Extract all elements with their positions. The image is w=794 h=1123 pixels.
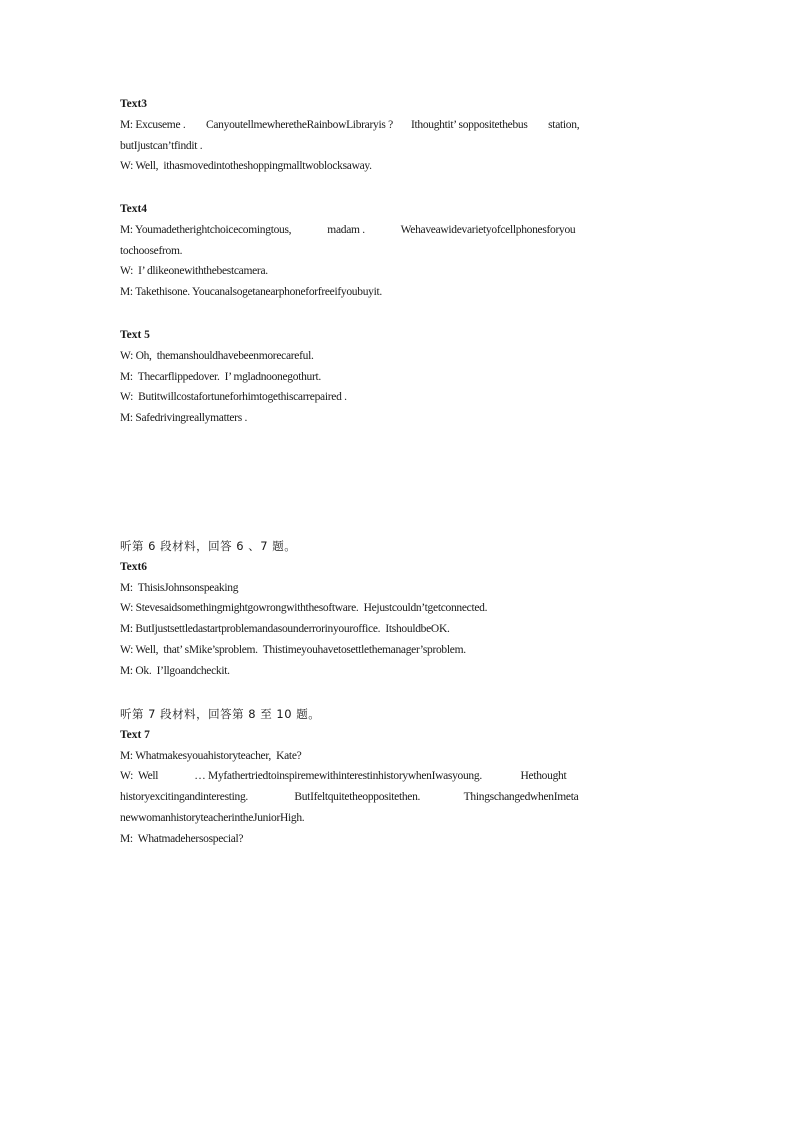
text5-title: Text 5 xyxy=(120,329,150,341)
text6-title: Text6 xyxy=(120,560,148,573)
text5-line-4: M: Safedrivingreallymatters . xyxy=(120,412,248,425)
text3-title: Text3 xyxy=(120,98,148,110)
text7-line-2: W: Well … MyfathertriedtoinspiremewithinterestinhistorywhenIwasyoung. Hethought xyxy=(120,770,567,783)
text7-line-4: newwomanhistoryteacherintheJuniorHigh. xyxy=(120,811,305,824)
text5-section xyxy=(120,325,676,429)
text6-line-1: M: ThisisJohnsonspeaking xyxy=(120,581,239,594)
text4-line-4: M: Takethisone. Youcanalsogetanearphoneforfreeifyoubuyit. xyxy=(120,286,382,299)
text3-section xyxy=(120,94,676,177)
text6-line-2: W: Stevesaidsomethingmightgowrongwiththesoftware. Hejustcouldn’tgetconnected. xyxy=(120,602,488,615)
text7-line-3: historyexcitingandinteresting. ButIfeltquitetheoppositethen. ThingschangedwhenImeta xyxy=(120,791,579,804)
text6-line-4: W: Well, that’ sMike’sproblem. Thistimeyouhavetosettlethemanager’sproblem. xyxy=(120,643,466,656)
text6-line-5: M: Ok. I’llgoandcheckit. xyxy=(120,664,230,677)
text3-line-2: butIjustcan’tfindit . xyxy=(120,139,203,152)
text7-instruction: 听第 7 段材料，回答第 8 至 10 题。 xyxy=(120,707,321,721)
text4-line-2: tochoosefrom. xyxy=(120,244,183,257)
text6-section xyxy=(120,536,676,682)
text6-line-3: M: ButIjustsettledastartproblemandasounderrorinyouroffice. ItshouldbeOK. xyxy=(120,623,450,636)
text7-line-1: M: Whatmakesyouahistoryteacher, Kate? xyxy=(120,749,302,762)
text7-title: Text 7 xyxy=(120,728,150,741)
text4-line-3: W: I’ dlikeonewiththebestcamera. xyxy=(120,265,268,278)
text5-line-3: W: Butitwillcostafortuneforhimtogethiscarrepaired . xyxy=(120,391,347,404)
text5-line-1: W: Oh, themanshouldhavebeenmorecareful. xyxy=(120,349,314,362)
text5-line-2: M: Thecarflippedover. I’ mgladnoonegothurt. xyxy=(120,370,322,383)
text3-line-1: M: Excuseme . CanyoutellmewheretheRainbowLibraryis ? Ithoughtit’ soppositethebus station, xyxy=(120,118,580,131)
text4-line-1: M: Youmadetherightchoicecomingtous, madam . Wehaveawidevarietyofcellphonesforyou xyxy=(120,223,576,236)
text6-instruction: 听第 6 段材料，回答 6 、7 题。 xyxy=(120,539,297,553)
text3-line-3: W: Well, ithasmovedintotheshoppingmalltwoblocksaway. xyxy=(120,160,372,173)
text4-section xyxy=(120,199,676,303)
text7-section xyxy=(120,704,676,850)
text4-title: Text4 xyxy=(120,203,148,215)
text7-line-5: M: Whatmadehersospecial? xyxy=(120,832,244,845)
